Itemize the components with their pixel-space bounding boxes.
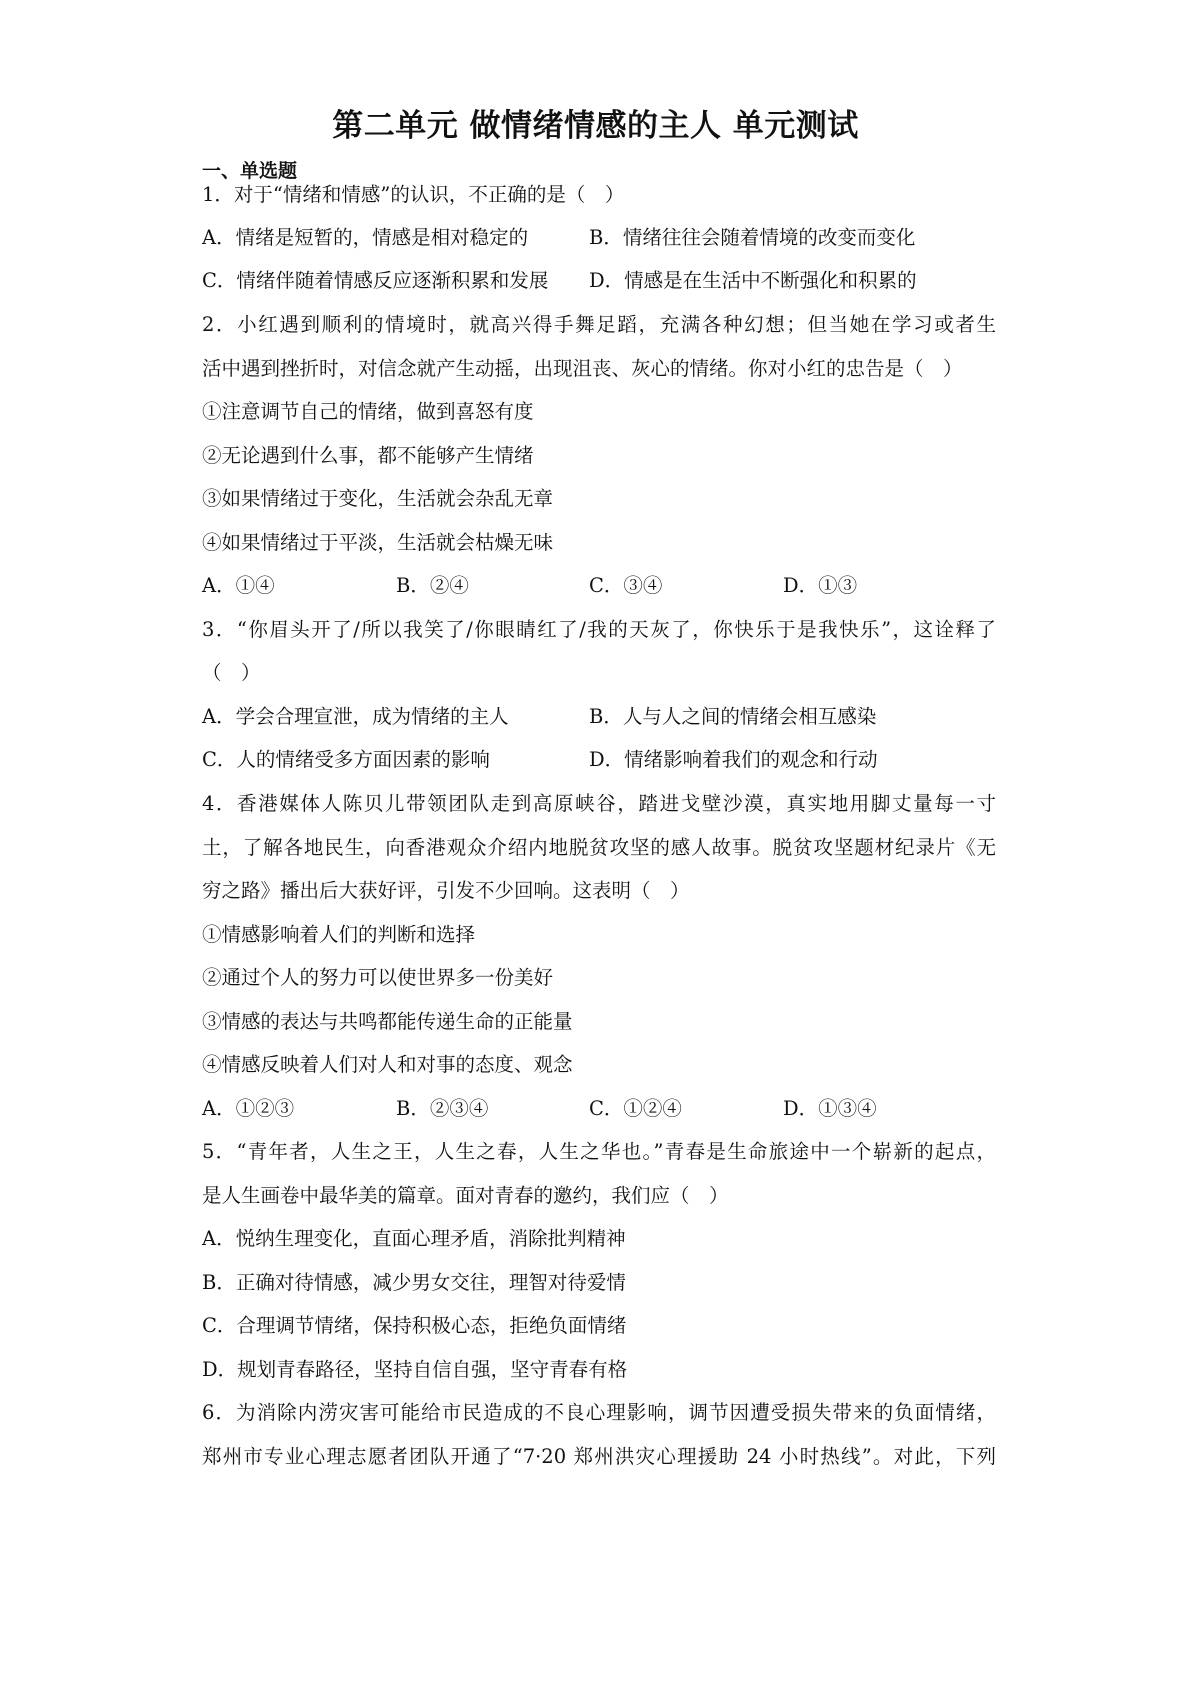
q4-option-c: C．①②④ (589, 1097, 682, 1120)
q6-stem-line-2: 郑州市专业心理志愿者团队开通了“7·20 郑州洪灾心理援助 24 小时热线”。对此，下列 (202, 1445, 996, 1468)
q2-option-c: C．③④ (589, 574, 663, 597)
q3-stem-line-1: 3．“你眉头开了/所以我笑了/你眼睛红了/我的天灰了，你快乐于是我快乐”，这诠释了 (202, 618, 996, 641)
q3-option-a: A．学会合理宣泄，成为情绪的主人 (202, 705, 509, 728)
q2-stem-line-1: 2．小红遇到顺利的情境时，就高兴得手舞足蹈，充满各种幻想；但当她在学习或者生 (202, 313, 996, 336)
q4-statement-1: ①情感影响着人们的判断和选择 (202, 923, 476, 946)
q3-option-d: D．情绪影响着我们的观念和行动 (589, 748, 878, 771)
q2-option-a: A．①④ (202, 574, 275, 597)
q1-option-b: B．情绪往往会随着情境的改变而变化 (589, 226, 916, 249)
q4-statement-3: ③情感的表达与共鸣都能传递生命的正能量 (202, 1010, 573, 1033)
page-title: 第二单元 做情绪情感的主人 单元测试 (332, 108, 859, 144)
q4-option-a: A．①②③ (202, 1097, 295, 1120)
q4-statement-4: ④情感反映着人们对人和对事的态度、观念 (202, 1053, 573, 1076)
q5-option-b: B．正确对待情感，减少男女交往，理智对待爱情 (202, 1271, 626, 1294)
q2-option-d: D．①③ (783, 574, 858, 597)
q1-option-c: C．情绪伴随着情感反应逐渐积累和发展 (202, 269, 549, 292)
q2-option-b: B．②④ (396, 574, 469, 597)
q2-statement-3: ③如果情绪过于变化，生活就会杂乱无章 (202, 487, 554, 510)
q5-option-a: A．悦纳生理变化，直面心理矛盾，消除批判精神 (202, 1227, 626, 1250)
q3-option-c: C．人的情绪受多方面因素的影响 (202, 748, 490, 771)
q1-option-d: D．情感是在生活中不断强化和积累的 (589, 269, 917, 292)
q5-stem-line-2: 是人生画卷中最华美的篇章。面对青春的邀约，我们应（ ） (202, 1184, 729, 1207)
q1-stem: 1．对于“情绪和情感”的认识，不正确的是（ ） (202, 183, 625, 206)
q5-option-d: D．规划青春路径，坚持自信自强，坚守青春有格 (202, 1358, 628, 1381)
q5-option-c: C．合理调节情绪，保持积极心态，拒绝负面情绪 (202, 1314, 627, 1337)
q4-option-d: D．①③④ (783, 1097, 877, 1120)
q1-option-a: A．情绪是短暂的，情感是相对稳定的 (202, 226, 529, 249)
q2-statement-1: ①注意调节自己的情绪，做到喜怒有度 (202, 400, 534, 423)
q4-option-b: B．②③④ (396, 1097, 489, 1120)
q2-stem-line-2: 活中遇到挫折时，对信念就产生动摇，出现沮丧、灰心的情绪。你对小红的忠告是（ ） (202, 357, 963, 380)
q4-stem-line-2: 土，了解各地民生，向香港观众介绍内地脱贫攻坚的感人故事。脱贫攻坚题材纪录片《无 (202, 836, 996, 859)
q3-option-b: B．人与人之间的情绪会相互感染 (589, 705, 877, 728)
q6-stem-line-1: 6．为消除内涝灾害可能给市民造成的不良心理影响，调节因遭受损失带来的负面情绪， (202, 1401, 996, 1424)
section-heading: 一、单选题 (202, 160, 298, 182)
q4-statement-2: ②通过个人的努力可以使世界多一份美好 (202, 966, 554, 989)
q2-statement-4: ④如果情绪过于平淡，生活就会枯燥无味 (202, 531, 554, 554)
q5-stem-line-1: 5．“青年者，人生之王，人生之春，人生之华也。”青春是生命旅途中一个崭新的起点， (202, 1140, 996, 1163)
q4-stem-line-1: 4．香港媒体人陈贝儿带领团队走到高原峡谷，踏进戈壁沙漠，真实地用脚丈量每一寸 (202, 792, 996, 815)
q3-stem-line-2: （ ） (202, 661, 261, 684)
q4-stem-line-3: 穷之路》播出后大获好评，引发不少回响。这表明（ ） (202, 879, 690, 902)
q2-statement-2: ②无论遇到什么事，都不能够产生情绪 (202, 444, 534, 467)
